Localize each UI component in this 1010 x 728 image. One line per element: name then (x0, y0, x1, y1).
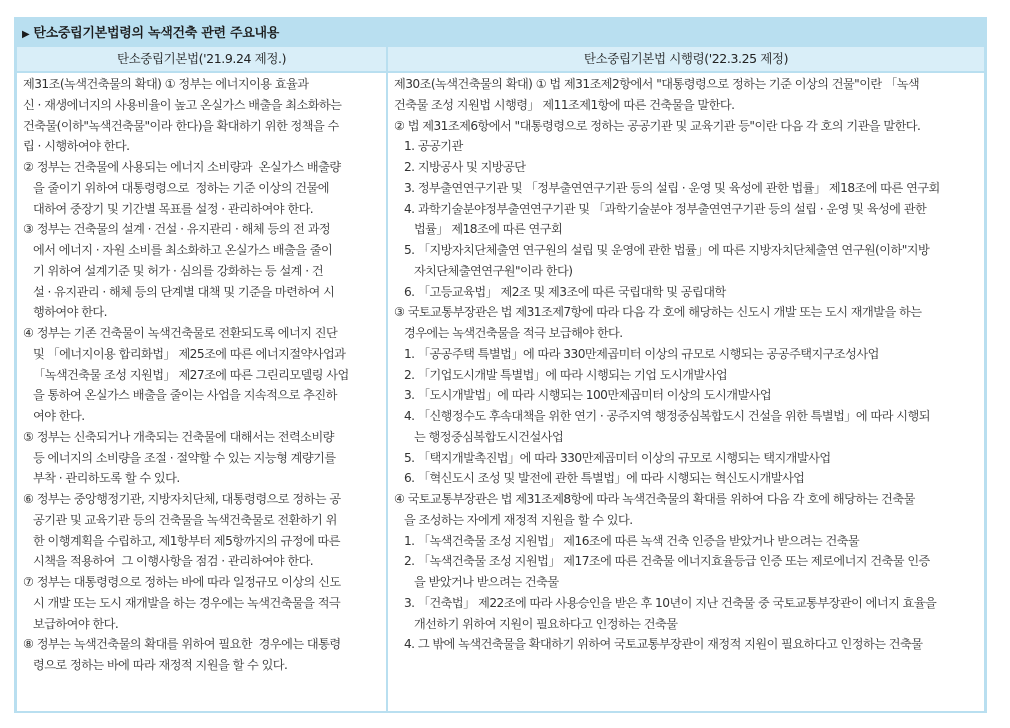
text-line: 는 행정중심복합도시건설사업 (394, 429, 564, 444)
text-line: 건축물 조성 지원법 시행령」 제11조제1항에 따른 건축물을 말한다. (394, 97, 735, 112)
text-line: 을 통하여 온실가스 배출을 줄이는 사업을 지속적으로 추진하 (23, 388, 337, 403)
text-line: 대하여 중장기 및 기간별 목표를 설정 · 관리하여야 한다. (23, 201, 314, 216)
text-line: ② 정부는 건축물에 사용되는 에너지 소비량과 온실가스 배출량 (23, 160, 341, 174)
text-line: 행하여야 한다. (23, 305, 107, 320)
text-line: 기 위하여 설계기준 및 허가 · 심의를 강화하는 등 설계 · 건 (23, 263, 324, 278)
text-line: 보급하여야 한다. (23, 616, 119, 631)
text-line: 을 줄이기 위하여 대통령령으로 정하는 기준 이상의 건물에 (23, 180, 329, 195)
text-line: 3. 「건축법」 제22조에 따라 사용승인을 받은 후 10년이 지난 건축물 중 국토교통부장관이 에너지 효율을 (394, 595, 937, 610)
text-line: 신 · 재생에너지의 사용비율이 높고 온실가스 배출을 최소화하는 (23, 97, 342, 112)
text-line: 건축물(이하"녹색건축물"이라 한다)을 확대하기 위한 정책을 수 (23, 118, 339, 133)
text-line: ③ 정부는 건축물의 설계 · 건설 · 유지관리 · 해체 등의 전 과정 (23, 222, 331, 237)
text-line: 6. 「혁신도시 조성 및 발전에 관한 특별법」에 따라 시행되는 혁신도시개발사업 (394, 471, 805, 486)
triangle-bullet-icon: ▶ (22, 29, 30, 40)
decree-column (394, 74, 982, 655)
text-line: 자치단체출연연구원"이라 한다) (394, 263, 573, 278)
text-line: 4. 과학기술분야정부출연연구기관 및 「과학기술분야 정부출연연구기관 등의 설립 · 운영 및 육성에 관한 (394, 201, 927, 216)
content-box (14, 17, 987, 713)
text-line: 부착 · 관리하도록 할 수 있다. (23, 471, 180, 486)
text-line: 설 · 유지관리 · 해체 등의 단계별 대책 및 기준을 마련하여 시 (23, 284, 335, 299)
text-line: 4. 「신행정수도 후속대책을 위한 연기 · 공주지역 행정중심복합도시 건설을 위한 특별법」에 따라 시행되 (394, 409, 930, 423)
text-line: 1. 「공공주택 특별법」에 따라 330만제곱미터 이상의 규모로 시행되는 공공주택지구조성사업 (394, 346, 879, 361)
text-line: 제31조(녹색건축물의 확대) ① 정부는 에너지이용 효율과 (23, 77, 309, 91)
text-line: 등 에너지의 소비량을 조절 · 절약할 수 있는 지능형 계량기를 (23, 450, 336, 465)
text-line: 6. 「고등교육법」 제2조 및 제3조에 따른 국립대학 및 공립대학 (394, 284, 726, 299)
text-line: ⑧ 정부는 녹색건축물의 확대를 위하여 필요한 경우에는 대통령 (23, 637, 341, 652)
text-line: 경우에는 녹색건축물을 적극 보급해야 한다. (394, 326, 623, 340)
text-line: 개선하기 위하여 지원이 필요하다고 인정하는 건축물 (394, 616, 678, 631)
text-line: 립 · 시행하여야 한다. (23, 139, 130, 154)
text-line: 1. 「녹색건축물 조성 지원법」 제16조에 따른 녹색 건축 인증을 받았거나 받으려는 건축물 (394, 533, 860, 548)
comparison-table (17, 47, 984, 711)
text-line: 시 개발 또는 도시 재개발을 하는 경우에는 녹색건축물을 적극 (23, 595, 341, 610)
text-line: 령으로 정하는 바에 따라 재정적 지원을 할 수 있다. (23, 658, 288, 672)
text-line: 제30조(녹색건축물의 확대) ① 법 제31조제2항에서 "대통령령으로 정하는 기준 이상의 건물"이란 「녹색 (394, 77, 920, 91)
text-line: 및 「에너지이용 합리화법」 제25조에 따른 에너지절약사업과 (23, 346, 346, 361)
header-act: 탄소중립기본법('21.9.24 제정.) (17, 47, 386, 71)
text-line: ③ 국토교통부장관은 법 제31조제7항에 따라 다음 각 호에 해당하는 신도시 개발 또는 도시 재개발을 하는 (394, 305, 922, 320)
text-line: ④ 국토교통부장관은 법 제31조제8항에 따라 녹색건축물의 확대를 위하여 다음 각 호에 해당하는 건축물 (394, 492, 915, 506)
text-line: 3. 정부출연연구기관 및 「정부출연연구기관 등의 설립 · 운영 및 육성에 관한 법률」 제18조에 따른 연구회 (394, 180, 940, 195)
text-line: 1. 공공기관 (394, 139, 463, 154)
text-line: 을 조성하는 자에게 재정적 지원을 할 수 있다. (394, 512, 633, 527)
act-column (23, 74, 384, 676)
text-line: 한 이행계획을 수립하고, 제1항부터 제5항까지의 규정에 따른 (23, 533, 341, 548)
header-divider (17, 71, 984, 73)
text-line: 공기관 및 교육기관 등의 건축물을 녹색건축물로 전환하기 위 (23, 512, 337, 527)
text-line: 5. 「지방자치단체출연 연구원의 설립 및 운영에 관한 법률」에 따른 지방자치단체출연 연구원(이하"지방 (394, 243, 930, 257)
text-line: 「녹색건축물 조성 지원법」 제27조에 따른 그린리모델링 사업 (23, 367, 349, 382)
text-line: ⑦ 정부는 대통령령으로 정하는 바에 따라 일정규모 이상의 신도 (23, 575, 341, 589)
text-line: 2. 「녹색건축물 조성 지원법」 제17조에 따른 건축물 에너지효율등급 인증 또는 제로에너지 건축물 인증 (394, 554, 930, 569)
text-line: 5. 「택지개발촉진법」에 따라 330만제곱미터 이상의 규모로 시행되는 택지개발사업 (394, 450, 831, 465)
box-title-text: 탄소중립기본법령의 녹색건축 관련 주요내용 (33, 26, 279, 41)
text-line: ⑤ 정부는 신축되거나 개축되는 건축물에 대해서는 전력소비량 (23, 429, 334, 444)
text-line: 2. 「기업도시개발 특별법」에 따라 시행되는 기업 도시개발사업 (394, 367, 728, 382)
box-title (22, 23, 279, 45)
text-line: ⑥ 정부는 중앙행정기관, 지방자치단체, 대통령령으로 정하는 공 (23, 492, 341, 506)
text-line: 3. 「도시개발법」에 따라 시행되는 100만제곱미터 이상의 도시개발사업 (394, 388, 772, 403)
header-decree: 탄소중립기본법 시행령('22.3.25 제정) (388, 47, 984, 71)
column-divider (386, 47, 388, 711)
text-line: ④ 정부는 기존 건축물이 녹색건축물로 전환되도록 에너지 진단 (23, 326, 338, 340)
text-line: 을 받았거나 받으려는 건축물 (394, 575, 559, 589)
text-line: ② 법 제31조제6항에서 "대통령령으로 정하는 공공기관 및 교육기관 등"이란 다음 각 호의 기관을 말한다. (394, 118, 921, 133)
text-line: 2. 지방공사 및 지방공단 (394, 160, 526, 174)
text-line: 에서 에너지 · 자원 소비를 최소화하고 온실가스 배출을 줄이 (23, 243, 333, 257)
text-line: 시책을 적용하여 그 이행사항을 점검 · 관리하여야 한다. (23, 554, 314, 569)
text-line: 법률」 제18조에 따른 연구회 (394, 222, 563, 237)
text-line: 여야 한다. (23, 409, 85, 423)
text-line: 4. 그 밖에 녹색건축물을 확대하기 위하여 국토교통부장관이 재정적 지원이 필요하다고 인정하는 건축물 (394, 637, 923, 652)
